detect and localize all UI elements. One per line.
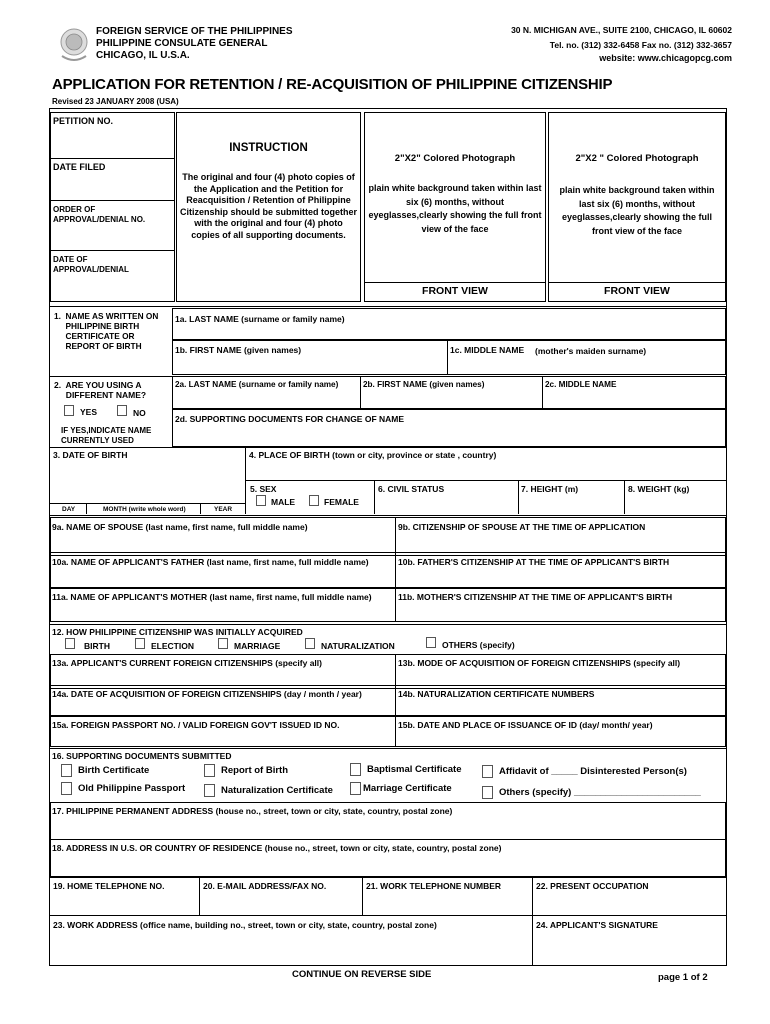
- photo-2-view: FRONT VIEW: [604, 285, 670, 297]
- consulate-website: website: www.chicagopcg.com: [599, 53, 732, 63]
- philippine-seal-icon: [58, 26, 90, 62]
- marriage-certificate-checkbox[interactable]: [350, 782, 361, 795]
- field-15a-label: 15a. FOREIGN PASSPORT NO. / VALID FOREIGN GOV'T ISSUED ID NO.: [52, 720, 340, 730]
- field-2c-label: 2c. MIDDLE NAME: [545, 380, 617, 389]
- field-2-note: IF YES,INDICATE NAME CURRENTLY USED: [61, 426, 152, 445]
- field-8-label: 8. WEIGHT (kg): [628, 484, 690, 494]
- field-10a-label: 10a. NAME OF APPLICANT'S FATHER (last name, first name, full middle name): [52, 557, 369, 567]
- field-13b-label: 13b. MODE OF ACQUISITION OF FOREIGN CITIZENSHIPS (specify all): [398, 658, 681, 668]
- old-passport-checkbox[interactable]: [61, 782, 72, 795]
- field-4-label: 4. PLACE OF BIRTH (town or city, province or state , country): [249, 450, 497, 460]
- field-11a-label: 11a. NAME OF APPLICANT'S MOTHER (last name, first name, full middle name): [52, 592, 372, 602]
- field-17-label: 17. PHILIPPINE PERMANENT ADDRESS (house no., street, town or city, state, country, postal zone): [52, 806, 453, 816]
- field-24-label: 24. APPLICANT'S SIGNATURE: [536, 920, 658, 930]
- naturalization-label: NATURALIZATION: [321, 641, 395, 651]
- marriage-certificate-label: Marriage Certificate: [363, 783, 452, 794]
- male-label: MALE: [271, 497, 296, 507]
- field-2d-label: 2d. SUPPORTING DOCUMENTS FOR CHANGE OF NAME: [175, 414, 405, 424]
- field-5-label: 5. SEX: [250, 484, 277, 494]
- photo-2-desc: plain white background taken within last six (6) months, without eyeglasses,clearly showing the full front view of the face: [559, 185, 715, 236]
- others-specify-checkbox[interactable]: [482, 786, 493, 799]
- org-line-3: CHICAGO, IL U.S.A.: [96, 50, 190, 61]
- field-3-label: 3. DATE OF BIRTH: [53, 450, 128, 460]
- date-of-birth-field[interactable]: [51, 462, 245, 502]
- field-21-label: 21. WORK TELEPHONE NUMBER: [366, 881, 502, 891]
- election-checkbox[interactable]: [135, 638, 145, 649]
- field-6-label: 6. CIVIL STATUS: [378, 484, 445, 494]
- date-filed-label: DATE FILED: [53, 162, 106, 172]
- weight-field[interactable]: [625, 494, 725, 513]
- naturalization-certificate-label: Naturalization Certificate: [221, 785, 333, 796]
- report-of-birth-checkbox[interactable]: [204, 764, 215, 777]
- date-approval-field[interactable]: [51, 276, 174, 300]
- continue-note: CONTINUE ON REVERSE SIDE: [292, 969, 432, 980]
- female-label: FEMALE: [324, 497, 359, 507]
- dob-year-label: YEAR: [214, 506, 233, 513]
- no-label: NO: [133, 408, 146, 418]
- others-label: OTHERS (specify): [442, 640, 515, 650]
- affidavit-checkbox[interactable]: [482, 765, 493, 778]
- field-16-label: 16. SUPPORTING DOCUMENTS SUBMITTED: [52, 751, 232, 761]
- date-filed-field[interactable]: [51, 174, 174, 198]
- photo-1-title: 2"X2" Colored Photograph: [394, 153, 516, 164]
- field-1b-label: 1b. FIRST NAME (given names): [175, 345, 302, 355]
- field-13a-label: 13a. APPLICANT'S CURRENT FOREIGN CITIZENSHIPS (specify all): [52, 658, 322, 668]
- field-1c-note: (mother's maiden surname): [535, 346, 647, 356]
- field-9b-label: 9b. CITIZENSHIP OF SPOUSE AT THE TIME OF APPLICATION: [398, 522, 646, 532]
- affidavit-label: Affidavit of _____ Disinterested Person(s): [499, 766, 687, 777]
- field-1a[interactable]: [172, 308, 726, 340]
- yes-checkbox[interactable]: [64, 405, 74, 416]
- field-2b-label: 2b. FIRST NAME (given names): [363, 380, 485, 389]
- no-checkbox[interactable]: [117, 405, 127, 416]
- date-approval-label: DATE OF APPROVAL/DENIAL: [53, 255, 129, 274]
- report-of-birth-label: Report of Birth: [221, 765, 289, 776]
- field-20-label: 20. E-MAIL ADDRESS/FAX NO.: [203, 881, 327, 891]
- photo-2-title: 2"X2 " Colored Photograph: [575, 153, 699, 164]
- marriage-label: MARRIAGE: [234, 641, 281, 651]
- dob-day-label: DAY: [62, 506, 76, 513]
- others-specify-label: Others (specify) ________________________: [499, 787, 701, 798]
- field-10b-label: 10b. FATHER'S CITIZENSHIP AT THE TIME OF APPLICANT'S BIRTH: [398, 557, 670, 567]
- field-14b-label: 14b. NATURALIZATION CERTIFICATE NUMBERS: [398, 689, 595, 699]
- org-line-2: PHILIPPINE CONSULATE GENERAL: [96, 38, 268, 49]
- petition-no-field[interactable]: [51, 128, 174, 156]
- field-1-label: 1. NAME AS WRITTEN ON PHILIPPINE BIRTH CERTIFICATE OR REPORT OF BIRTH: [54, 311, 159, 351]
- field-1a-label: 1a. LAST NAME (surname or family name): [175, 314, 345, 324]
- consulate-tel: Tel. no. (312) 332-6458 Fax no. (312) 332-3657: [549, 40, 732, 50]
- birth-label: BIRTH: [84, 641, 110, 651]
- field-12-label: 12. HOW PHILIPPINE CITIZENSHIP WAS INITIALLY ACQUIRED: [52, 627, 303, 637]
- field-19-label: 19. HOME TELEPHONE NO.: [53, 881, 165, 891]
- field-11b-label: 11b. MOTHER'S CITIZENSHIP AT THE TIME OF APPLICANT'S BIRTH: [398, 592, 673, 602]
- birth-certificate-checkbox[interactable]: [61, 764, 72, 777]
- order-no-field[interactable]: [51, 226, 174, 248]
- others-checkbox[interactable]: [426, 637, 436, 648]
- consulate-address: 30 N. MICHIGAN AVE., SUITE 2100, CHICAGO, IL 60602: [511, 25, 732, 35]
- instruction-body: The original and four (4) photo copies of the Application and the Petition for Reacquisition / Retention of Philippine Citizenship should be submitted together with the original and four (4) photo copies of all supporting documents.: [180, 172, 358, 240]
- petition-no-label: PETITION NO.: [53, 116, 114, 126]
- photo-1-view: FRONT VIEW: [422, 285, 488, 297]
- field-9a-label: 9a. NAME OF SPOUSE (last name, first name, full middle name): [52, 522, 308, 532]
- male-checkbox[interactable]: [256, 495, 266, 506]
- female-checkbox[interactable]: [309, 495, 319, 506]
- org-line-1: FOREIGN SERVICE OF THE PHILIPPINES: [96, 26, 293, 37]
- height-field[interactable]: [519, 494, 623, 513]
- naturalization-checkbox[interactable]: [305, 638, 315, 649]
- field-15b-label: 15b. DATE AND PLACE OF ISSUANCE OF ID (day/ month/ year): [398, 720, 653, 730]
- field-22-label: 22. PRESENT OCCUPATION: [536, 881, 649, 891]
- field-7-label: 7. HEIGHT (m): [521, 484, 579, 494]
- instruction-heading: INSTRUCTION: [229, 142, 308, 154]
- field-2-label: 2. ARE YOU USING A DIFFERENT NAME?: [54, 380, 147, 400]
- baptismal-certificate-label: Baptismal Certificate: [367, 764, 462, 775]
- page-number: page 1 of 2: [658, 972, 708, 983]
- dob-month-label: MONTH (write whole word): [103, 506, 186, 513]
- revised-date: Revised 23 JANUARY 2008 (USA): [52, 97, 179, 106]
- order-no-label: ORDER OF APPROVAL/DENIAL NO.: [53, 205, 146, 224]
- photo-1-desc: plain white background taken within last six (6) months, without eyeglasses,clearly showing the full front view of the face: [368, 183, 542, 234]
- field-1c-label: 1c. MIDDLE NAME: [450, 345, 525, 355]
- field-2a-label: 2a. LAST NAME (surname or family name): [175, 380, 339, 389]
- baptismal-certificate-checkbox[interactable]: [350, 763, 361, 776]
- page-title: APPLICATION FOR RETENTION / RE-ACQUISITION OF PHILIPPINE CITIZENSHIP: [52, 76, 613, 93]
- birth-certificate-label: Birth Certificate: [78, 765, 150, 776]
- field-18-label: 18. ADDRESS IN U.S. OR COUNTRY OF RESIDENCE (house no., street, town or city, state, country, postal zone): [52, 843, 502, 853]
- election-label: ELECTION: [151, 641, 194, 651]
- yes-label: YES: [80, 407, 98, 417]
- marriage-checkbox[interactable]: [218, 638, 228, 649]
- civil-status-field[interactable]: [375, 494, 517, 513]
- birth-checkbox[interactable]: [65, 638, 75, 649]
- naturalization-certificate-checkbox[interactable]: [204, 784, 215, 797]
- old-passport-label: Old Philippine Passport: [78, 783, 186, 794]
- field-14a-label: 14a. DATE OF ACQUISITION OF FOREIGN CITIZENSHIPS (day / month / year): [52, 689, 362, 699]
- field-23-label: 23. WORK ADDRESS (office name, building no., street, town or city, state, country, postal zone): [53, 920, 437, 930]
- place-of-birth-field[interactable]: [246, 462, 726, 480]
